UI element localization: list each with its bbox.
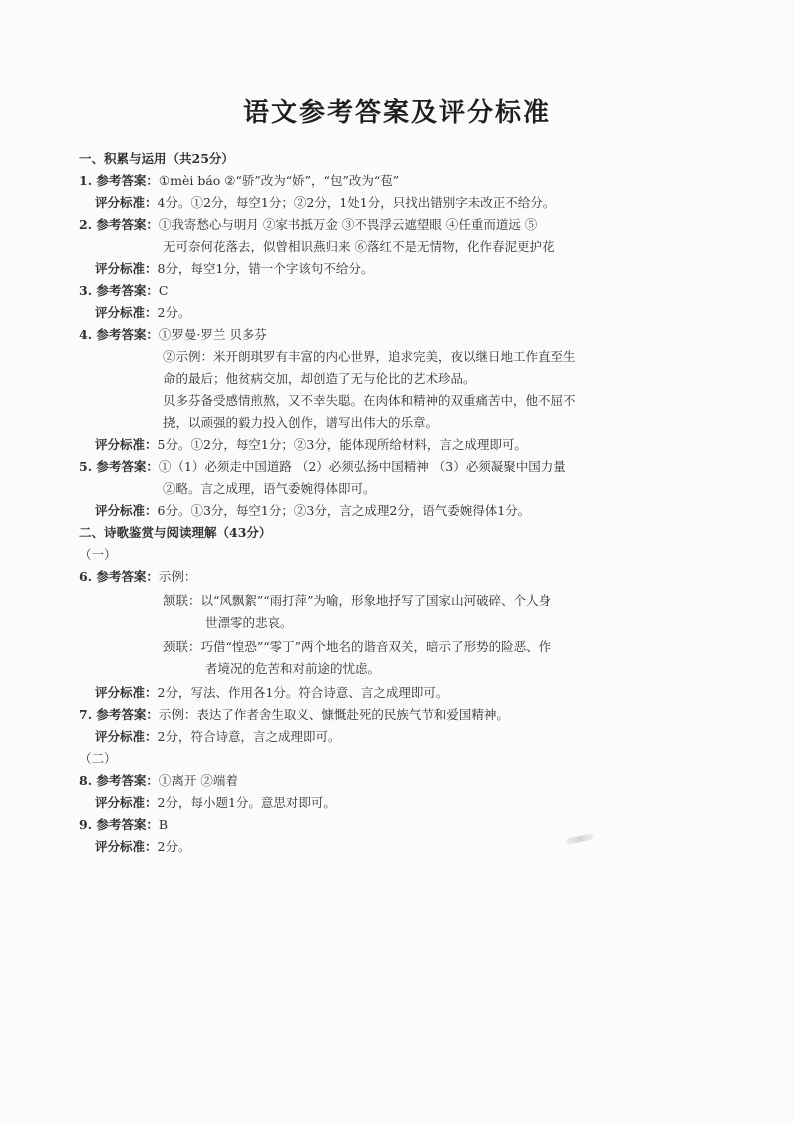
section-heading	[79, 524, 271, 542]
answer-text: 4分。①2分，每空1分；②2分，1处1分，只找出错别字未改正不给分。	[157, 195, 556, 210]
answer-text: ①mèi báo ②“骄”改为“娇”，“包”改为“苞”	[158, 173, 400, 188]
answer-label: 评分标准：	[95, 305, 158, 320]
page-title: 语文参考答案及评分标准	[242, 98, 551, 128]
answer-label: 评分标准：	[95, 437, 158, 452]
answer-line	[79, 546, 117, 564]
answer-text: C	[158, 283, 169, 298]
answer-label: 评分标准：	[95, 261, 158, 276]
answer-text: ②略。言之成理，语气委婉得体即可。	[163, 481, 376, 496]
answer-text: 示例：	[158, 569, 197, 584]
answer-text: 贝多芬备受感情煎熬，又不幸失聪。在肉体和精神的双重痛苦中，他不屈不	[163, 393, 576, 408]
section-heading	[79, 150, 234, 168]
answer-text: ①我寄愁心与明月 ②家书抵万金 ③不畏浮云遮望眼 ④任重而道远 ⑤	[158, 217, 538, 232]
answer-line	[79, 772, 238, 790]
answer-text: 世漂零的悲哀。	[205, 615, 293, 630]
answer-line	[95, 794, 336, 812]
scan-smudge	[566, 833, 595, 845]
answer-line	[163, 480, 376, 498]
answer-line	[79, 326, 267, 344]
answer-text: 2分，写法、作用各1分。符合诗意、言之成理即可。	[157, 685, 449, 700]
answer-text: 2分。	[157, 305, 191, 320]
answer-line	[79, 816, 168, 834]
answer-text: （二）	[79, 751, 117, 766]
answer-text: ①（1）必须走中国道路 （2）必须弘扬中国精神 （3）必须凝聚中国力量	[158, 459, 566, 474]
answer-text: 2分，符合诗意，言之成理即可。	[157, 729, 341, 744]
answer-text: 二、诗歌鉴赏与阅读理解（43分）	[79, 525, 272, 540]
answer-text: ①罗曼·罗兰 贝多芬	[158, 327, 267, 342]
answer-label: 8. 参考答案：	[79, 773, 159, 788]
answer-line	[163, 238, 554, 256]
answer-label: 3. 参考答案：	[79, 283, 159, 298]
answer-label: 评分标准：	[95, 195, 158, 210]
answer-line	[95, 304, 190, 322]
answer-line	[95, 838, 190, 856]
answer-text: 5分。①2分，每空1分；②3分，能体现所给材料，言之成理即可。	[157, 437, 527, 452]
answer-text: 一、积累与运用（共25分）	[79, 151, 234, 166]
answer-line	[163, 638, 551, 656]
answer-text: 颈联：巧借“惶恐”“零丁”两个地名的谐音双关，暗示了形势的险恶、作	[163, 639, 552, 654]
answer-label: 2. 参考答案：	[79, 217, 159, 232]
answer-line	[95, 194, 555, 212]
answer-line	[79, 750, 117, 768]
answer-text: 6分。①3分，每空1分；②3分，言之成理2分，语气委婉得体1分。	[157, 503, 531, 518]
answer-line	[163, 414, 438, 432]
answer-label: 9. 参考答案：	[79, 817, 159, 832]
answer-line	[79, 282, 168, 300]
answer-text: ①离开 ②端着	[158, 773, 238, 788]
answer-line	[95, 728, 340, 746]
answer-text: 命的最后；他贫病交加，却创造了无与伦比的艺术珍品。	[163, 371, 476, 386]
answer-line	[205, 660, 380, 678]
answer-text: 者境况的危苦和对前途的忧虑。	[205, 661, 381, 676]
answer-label: 评分标准：	[95, 729, 158, 744]
answer-text: 挠，以顽强的毅力投入创作，谱写出伟大的乐章。	[163, 415, 439, 430]
answer-label: 评分标准：	[95, 685, 158, 700]
answer-text: 2分，每小题1分。意思对即可。	[157, 795, 336, 810]
answer-text: 无可奈何花落去，似曾相识燕归来 ⑥落红不是无情物，化作春泥更护花	[163, 239, 555, 254]
answer-line	[205, 614, 293, 632]
answer-label: 评分标准：	[95, 839, 158, 854]
answer-text: 8分，每空1分，错一个字该句不给分。	[157, 261, 374, 276]
answer-label: 评分标准：	[95, 795, 158, 810]
answer-text: （一）	[79, 547, 117, 562]
answer-line	[163, 592, 551, 610]
answer-text: B	[158, 817, 169, 832]
answer-text: 颔联：以“风飘絮”“雨打萍”为喻，形象地抒写了国家山河破碎、个人身	[163, 593, 552, 608]
answer-line	[95, 260, 373, 278]
answer-line	[79, 216, 537, 234]
answer-label: 7. 参考答案：	[79, 707, 159, 722]
answer-label: 1. 参考答案：	[79, 173, 159, 188]
answer-line	[79, 458, 566, 476]
answer-line	[79, 568, 196, 586]
answer-text: 示例：表达了作者舍生取义、慷慨赴死的民族气节和爱国精神。	[158, 707, 509, 722]
answer-line	[95, 684, 448, 702]
answer-label: 5. 参考答案：	[79, 459, 159, 474]
answer-label: 6. 参考答案：	[79, 569, 159, 584]
answer-line	[79, 706, 509, 724]
answer-text: ②示例：米开朗琪罗有丰富的内心世界，追求完美，夜以继日地工作直至生	[163, 349, 576, 364]
answer-line	[163, 348, 576, 366]
answer-label: 评分标准：	[95, 503, 158, 518]
answer-label: 4. 参考答案：	[79, 327, 159, 342]
answer-line	[79, 172, 399, 190]
answer-text: 2分。	[157, 839, 191, 854]
answer-line	[163, 370, 476, 388]
answer-line	[95, 502, 530, 520]
answer-line	[95, 436, 527, 454]
answer-line	[163, 392, 576, 410]
